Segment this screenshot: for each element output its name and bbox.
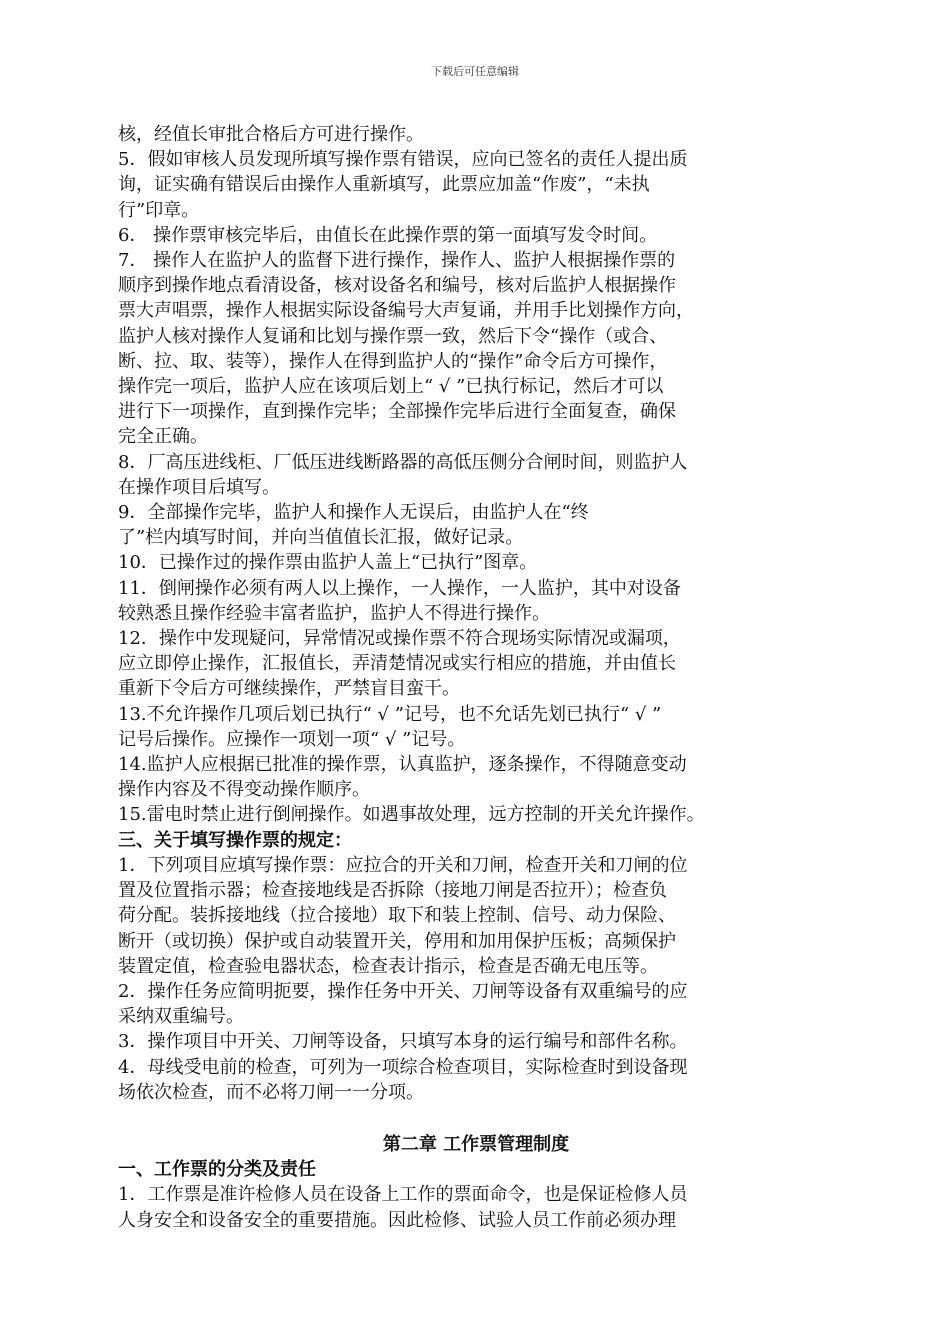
text-line: 断开（或切换）保护或自动装置开关，停用和加用保护压板；高频保护	[118, 930, 676, 952]
text-line: 票大声唱票，操作人根据实际设备编号大声复诵，并用手比划操作方向，	[118, 300, 694, 322]
text-line: 场依次检查，而不必将刀闸一一分项。	[118, 1081, 424, 1103]
text-line: 8．厂高压进线柜、厂低压进线断路器的高低压侧分合闸时间，则监护人	[118, 451, 688, 473]
text-line: 12．操作中发现疑问，异常情况或操作票不符合现场实际情况或漏项，	[118, 628, 681, 650]
text-line: 2．操作任务应简明扼要，操作任务中开关、刀闸等设备有双重编号的应	[118, 980, 688, 1002]
text-line: 1．工作票是准许检修人员在设备上工作的票面命令，也是保证检修人员	[118, 1184, 688, 1206]
text-line: 1．下列项目应填写操作票：应拉合的开关和刀闸，检查开关和刀闸的位	[118, 854, 688, 876]
text-line: 5．假如审核人员发现所填写操作票有错误，应向已签名的责任人提出质	[118, 149, 688, 171]
page-header-note: 下载后可任意编辑	[431, 65, 519, 78]
text-line: 进行下一项操作，直到操作完毕；全部操作完毕后进行全面复查，确保	[118, 401, 676, 423]
text-line: 重新下令后方可继续操作，严禁盲目蛮干。	[118, 678, 460, 700]
text-line: 行”印章。	[118, 199, 200, 221]
text-line: 记号后操作。应操作一项划一项“ √ ”记号。	[118, 728, 466, 750]
chapter-title: 第二章 工作票管理制度	[382, 1133, 570, 1155]
text-line: 完全正确。	[118, 426, 208, 448]
text-line: 监护人核对操作人复诵和比划与操作票一致，然后下令“操作（或合、	[118, 325, 668, 347]
text-line: 10．已操作过的操作票由监护人盖上“已执行”图章。	[118, 552, 538, 574]
document-body	[118, 122, 834, 1233]
text-line: 顺序到操作地点看清设备，核对设备名和编号，核对后监护人根据操作	[118, 275, 676, 297]
text-line: 采纳双重编号。	[118, 1006, 244, 1028]
text-line: 荷分配。装拆接地线（拉合接地）取下和装上控制、信号、动力保险、	[118, 905, 676, 927]
text-line: 4．母线受电前的检查，可列为一项综合检查项目，实际检查时到设备现	[118, 1056, 688, 1078]
text-line: 核，经值长审批合格后方可进行操作。	[118, 124, 424, 145]
text-line: 断、拉、取、装等），操作人在得到监护人的“操作”命令后方可操作，	[118, 350, 668, 372]
text-line: 置及位置指示器；检查接地线是否拆除（接地刀闸是否拉开）；检查负	[118, 880, 667, 902]
text-line: 6． 操作票审核完毕后，由值长在此操作票的第一面填写发令时间。	[118, 224, 658, 246]
text-line: 装置定值，检查验电器状态，检查表计指示，检查是否确无电压等。	[118, 955, 658, 977]
text-line: 询，证实确有错误后由操作人重新填写，此票应加盖“作废”，“未执	[118, 174, 650, 196]
section-heading: 一、工作票的分类及责任	[118, 1159, 316, 1181]
text-line: 操作完一项后，监护人应在该项后划上“ √ ”已执行标记，然后才可以	[118, 376, 664, 398]
text-line: 14.监护人应根据已批准的操作票，认真监护，逐条操作，不得随意变动	[118, 754, 687, 776]
text-line: 操作内容及不得变动操作顺序。	[118, 779, 370, 801]
text-line: 较熟悉且操作经验丰富者监护，监护人不得进行操作。	[118, 602, 550, 624]
text-line: 在操作项目后填写。	[118, 476, 280, 498]
text-line: 11．倒闸操作必须有两人以上操作，一人操作，一人监护，其中对设备	[118, 577, 681, 599]
text-line: 7． 操作人在监护人的监督下进行操作，操作人、监护人根据操作票的	[118, 250, 676, 272]
section-heading: 三、关于填写操作票的规定：	[118, 829, 352, 851]
text-line: 9．全部操作完毕，监护人和操作人无误后，由监护人在“终	[118, 502, 589, 524]
text-line: 应立即停止操作，汇报值长，弄清楚情况或实行相应的措施，并由值长	[118, 653, 676, 675]
text-line: 了”栏内填写时间，并向当值值长汇报，做好记录。	[118, 527, 524, 549]
text-line: 3．操作项目中开关、刀闸等设备，只填写本身的运行编号和部件名称。	[118, 1031, 688, 1053]
text-line: 人身安全和设备安全的重要措施。因此检修、试验人员工作前必须办理	[118, 1209, 676, 1231]
text-line: 15.雷电时禁止进行倒闸操作。如遇事故处理，远方控制的开关允许操作。	[118, 804, 705, 826]
text-line: 13.不允许操作几项后划已执行“ √ ”记号，也不允话先划已执行“ √ ”	[118, 703, 662, 725]
